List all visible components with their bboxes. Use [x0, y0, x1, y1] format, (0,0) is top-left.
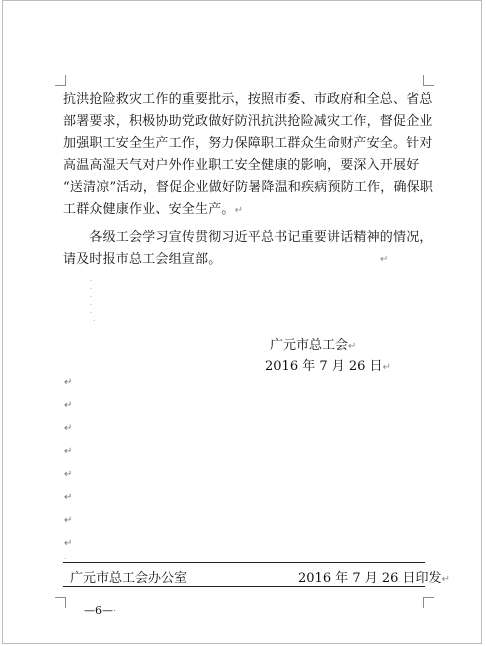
empty-paragraph-mark: ↵ — [64, 492, 73, 503]
crop-mark-bottom-left — [55, 597, 66, 608]
tiny-mark: · — [90, 301, 93, 309]
paragraph-mark: ↵ — [382, 362, 391, 373]
footer-issue-date: 2016 年 7 月 26 日印发↵ — [298, 571, 450, 586]
footer-top-rule — [63, 562, 425, 563]
body-line-6: 工群众健康作业、安全生产。↵ — [63, 202, 244, 217]
empty-paragraph-mark: ↵ — [64, 377, 73, 388]
body-line-8: 请及时报市总工会组宣部。 — [63, 252, 222, 267]
paragraph-mark: ↵ — [234, 205, 244, 216]
body-line-7: 各级工会学习宣传贯彻习近平总书记重要讲话精神的情况， — [63, 230, 433, 245]
tiny-mark: · — [90, 293, 93, 301]
empty-paragraph-mark: ↵ — [64, 515, 73, 526]
body-line-3: 加强职工安全生产工作，努力保障职工群众生命财产安全。针对 — [63, 136, 433, 151]
body-line-1: 抗洪抢险救灾工作的重要批示，按照市委、市政府和全总、省总 — [63, 92, 433, 107]
tiny-mark: · — [113, 606, 117, 617]
signature-org: 广元市总工会↵ — [270, 338, 357, 353]
tiny-mark: · — [90, 285, 93, 293]
footer-bottom-rule — [63, 586, 425, 587]
empty-paragraph-mark: ↵ — [64, 400, 73, 411]
tiny-mark: · — [64, 555, 67, 563]
paragraph-mark: ↵ — [441, 574, 450, 585]
body-line-5: “送清凉”活动，督促企业做好防暑降温和疾病预防工作，确保职 — [63, 180, 434, 195]
page-number: —6—· — [84, 604, 117, 617]
body-line-4: 高温高湿天气对户外作业职工安全健康的影响，要深入开展好 — [63, 158, 420, 173]
empty-paragraph-mark: ↵ — [64, 446, 73, 457]
tiny-mark: · — [90, 277, 93, 285]
tiny-mark: · — [90, 309, 93, 317]
footer-issuer: 广元市总工会办公室 — [70, 571, 188, 586]
crop-mark-top-left — [55, 75, 66, 86]
tiny-mark: · — [93, 317, 96, 325]
signature-date: 2016 年 7 月 26 日↵ — [265, 359, 391, 374]
empty-paragraph-mark: ↵ — [64, 469, 73, 480]
empty-paragraph-mark: ↵ — [64, 538, 73, 549]
crop-mark-bottom-right — [423, 597, 434, 608]
body-line-2: 部署要求，积极协助党政做好防汛抗洪抢险减灾工作，督促企业 — [63, 114, 433, 129]
paragraph-mark: ↵ — [380, 254, 389, 265]
crop-mark-top-right — [423, 75, 434, 86]
empty-paragraph-mark: ↵ — [64, 423, 73, 434]
paragraph-mark: ↵ — [348, 341, 357, 352]
